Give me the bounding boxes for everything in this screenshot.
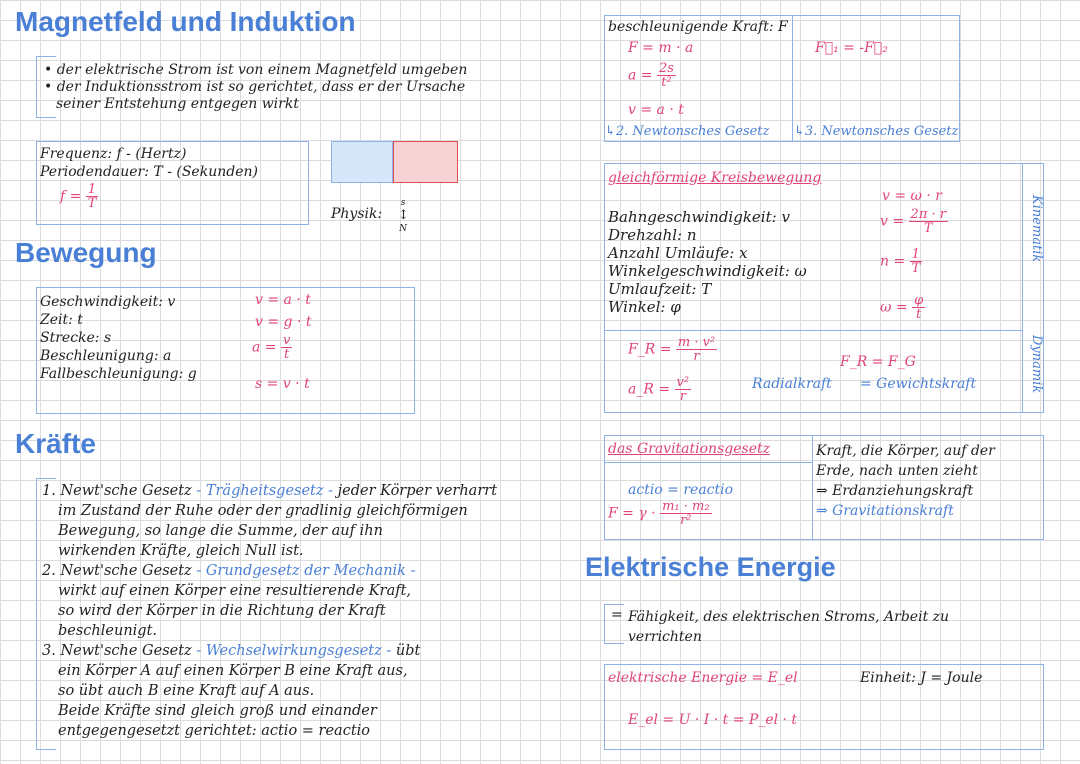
elek-def-1: Fähigkeit, des elektrischen Stroms, Arbeit zu	[628, 609, 950, 625]
magnet-bullet-1: der elektrische Strom ist von einem Magnetfeld umgeben	[56, 62, 468, 78]
grav-formula-lhs: F = γ ·	[608, 505, 656, 522]
kreis-section-divider	[604, 330, 1022, 331]
kreis-ar-formula	[628, 376, 691, 403]
elek-def-mark: =	[611, 607, 623, 623]
frequenz-line: Frequenz: f - (Hertz)	[40, 146, 187, 162]
kreis-row: Bahngeschwindigkeit: v	[608, 208, 790, 226]
radialkraft-label: Radialkraft	[752, 376, 832, 392]
kraft-title: beschleunigende Kraft: F	[608, 19, 788, 35]
kreis-f3-den: T	[911, 261, 921, 276]
kraefte-item1-num: 1.	[42, 483, 56, 499]
bewegung-row: Geschwindigkeit: v	[40, 294, 176, 310]
grav-formula	[608, 500, 712, 527]
kreis-fr-formula	[628, 336, 717, 363]
kraefte-item1-text-1: im Zustand der Ruhe oder der gradlinig gleichförmigen	[58, 503, 468, 519]
grav-den: r²	[680, 513, 692, 528]
kreis-row: Anzahl Umläufe: x	[608, 244, 748, 262]
kraefte-item1-text-2: Bewegung, so lange die Summe, der auf ihn	[58, 523, 383, 539]
kreis-list	[608, 208, 807, 316]
bewegung-frac-den: t	[284, 347, 290, 362]
kreis-f2-num: 2π · r	[910, 207, 946, 222]
kreis-formula-1: v = ω · r	[882, 188, 942, 204]
grav-title-divider	[604, 462, 812, 463]
newton3-label: ↳3. Newtonsches Gesetz	[794, 124, 959, 139]
kreis-fr-eq: F_R = F_G	[840, 354, 916, 370]
kreis-formula-3	[880, 248, 922, 275]
kraft-v-formula: v = a · t	[628, 102, 684, 118]
kreis-row: Winkel: φ	[608, 298, 681, 316]
periode-line: Periodendauer: T - (Sekunden)	[40, 164, 258, 180]
kreis-fr-fraction	[676, 336, 717, 363]
kraefte-item3-title: Newt'sche Gesetz	[60, 643, 192, 659]
kreis-f3-fraction	[910, 248, 922, 275]
kraft-box-divider	[792, 15, 793, 142]
grav-divider	[812, 435, 813, 540]
elek-unit: Einheit: J = Joule	[860, 670, 983, 686]
kraft-a-num: 2s	[658, 61, 674, 76]
physik-arrow-n: N	[399, 224, 407, 234]
elek-def	[628, 607, 949, 647]
kreis-f4-num: φ	[914, 293, 924, 308]
frequenz-den: T	[87, 196, 97, 211]
frequenz-fraction	[86, 183, 98, 210]
kreis-f3-lhs: n =	[880, 253, 906, 270]
kreis-fr-num: m · v²	[677, 335, 716, 350]
bewegung-frac-num: v	[282, 333, 291, 348]
kreis-f4-den: t	[916, 307, 922, 322]
grav-actio: actio = reactio	[628, 482, 734, 498]
physik-arrow-s: s	[400, 198, 406, 208]
grav-desc-2: Erde, nach unten zieht	[816, 463, 978, 479]
kreis-f3-num: 1	[911, 247, 920, 262]
grav-title: das Gravitationsgesetz	[608, 441, 770, 457]
heading-magnetfeld: Magnetfeld und Induktion	[15, 6, 356, 37]
bewegung-row: Zeit: t	[40, 312, 83, 328]
kreis-f2-lhs: v =	[880, 213, 905, 230]
kraft-a-formula	[628, 62, 676, 89]
kinematik-label: Kinematik	[1029, 195, 1044, 263]
kreis-formula-2	[880, 208, 948, 235]
kraefte-item2-num: 2.	[42, 563, 56, 579]
kraefte-item3-text-4: entgegengesetzt gerichtet: actio = reactio	[58, 723, 371, 739]
kraefte-list	[42, 481, 512, 741]
kreis-fr-lhs: F_R =	[628, 341, 672, 358]
kreis-f4-fraction	[912, 294, 925, 321]
bewegung-formula-1: v = a · t	[255, 292, 311, 308]
kraft-a-den: t²	[661, 75, 672, 90]
grav-desc-4: ⇒ Gravitationskraft	[816, 503, 954, 519]
grav-desc	[816, 441, 995, 521]
kreis-fr-den: r	[693, 349, 700, 364]
heading-kraefte: Kräfte	[15, 428, 96, 459]
kraefte-item2-law: - Grundgesetz der Mechanik -	[196, 563, 416, 579]
frequenz-formula	[60, 183, 98, 210]
kraefte-item3-text-1: ein Körper A auf einen Körper B eine Kraft aus,	[58, 663, 408, 679]
kreis-f2-den: T	[923, 221, 933, 236]
frequenz-formula-lhs: f =	[60, 188, 82, 205]
kreis-formula-4	[880, 294, 925, 321]
kreis-ar-fraction	[675, 376, 692, 403]
magnet-red-block	[393, 141, 458, 183]
grav-fraction	[660, 500, 711, 527]
dynamik-label: Dynamik	[1029, 335, 1044, 394]
kraefte-item3-num: 3.	[42, 643, 56, 659]
kraft-f-pair: F⃗₁ = -F⃗₂	[815, 40, 888, 56]
kraefte-item3-text-3: Beide Kräfte sind gleich groß und einander	[58, 703, 377, 719]
kreis-ar-num: v²	[676, 375, 690, 390]
gewichtskraft-label: = Gewichtskraft	[860, 376, 977, 392]
elek-formula: E_el = U · I · t = P_el · t	[628, 712, 798, 728]
elek-def-2: verrichten	[628, 629, 702, 645]
bewegung-fraction	[281, 334, 292, 361]
kraft-f-formula: F = m · a	[628, 40, 694, 56]
kreis-ar-lhs: a_R =	[628, 381, 671, 398]
frequenz-num: 1	[87, 182, 97, 197]
bewegung-frac-lhs: a =	[252, 339, 277, 356]
kraefte-item3-law: - Wechselwirkungsgesetz -	[196, 643, 392, 659]
kraefte-item1-text-3: wirkenden Kräfte, gleich Null ist.	[58, 543, 304, 559]
bewegung-row: Strecke: s	[40, 330, 112, 346]
magnet-bullet-2b: seiner Entstehung entgegen wirkt	[56, 96, 299, 112]
bewegung-formula-3: s = v · t	[255, 376, 310, 392]
kreis-f2-fraction	[909, 208, 948, 235]
kraefte-item3-text-2: so übt auch B eine Kraft auf A aus.	[58, 683, 315, 699]
kreis-ar-den: r	[679, 389, 686, 404]
bewegung-formula-2: v = g · t	[255, 314, 312, 330]
elek-title: elektrische Energie = E_el	[608, 670, 798, 686]
magnet-bullets: • der elektrische Strom ist von einem Magnetfeld umgeben • der Induktionsstrom ist so gerichtet, dass er der Ursache seiner Entstehung entgegen wirkt	[44, 62, 468, 112]
bewegung-list	[40, 293, 197, 383]
bewegung-row: Beschleunigung: a	[40, 348, 172, 364]
kraft-a-lhs: a =	[628, 67, 653, 84]
kreis-row: Winkelgeschwindigkeit: ω	[608, 262, 807, 280]
heading-bewegung: Bewegung	[15, 237, 157, 268]
grav-desc-3: ⇒ Erdanziehungskraft	[816, 483, 974, 499]
kraefte-item1-law: - Trägheitsgesetz -	[196, 483, 334, 499]
kreis-f4-lhs: ω =	[880, 299, 908, 316]
physik-arrow	[398, 198, 408, 234]
bewegung-formula-frac	[252, 334, 292, 361]
kraefte-item2-text-2: beschleunigt.	[58, 623, 158, 639]
double-arrow-icon: ↕	[398, 208, 409, 223]
grav-num: m₁ · m₂	[662, 499, 710, 514]
kreis-row: Drehzahl: n	[608, 226, 697, 244]
kreis-side-divider	[1022, 163, 1023, 413]
kreis-title: gleichförmige Kreisbewegung	[608, 170, 822, 186]
kraefte-item1-title: Newt'sche Gesetz	[60, 483, 192, 499]
magnet-bullet-2: der Induktionsstrom ist so gerichtet, dass er der Ursache	[56, 79, 466, 95]
grav-desc-1: Kraft, die Körper, auf der	[816, 443, 995, 459]
kreis-row: Umlaufzeit: T	[608, 280, 712, 298]
kraft-a-fraction	[657, 62, 676, 89]
heading-elektrisch: Elektrische Energie	[585, 552, 836, 582]
kraefte-item2-title: Newt'sche Gesetz	[60, 563, 192, 579]
physik-label: Physik:	[331, 206, 383, 222]
kraefte-item3-text-0: übt	[395, 643, 421, 659]
kraefte-item2-text-0: wirkt auf einen Körper eine resultierende Kraft,	[58, 583, 412, 599]
kraefte-item1-text-0: jeder Körper verharrt	[337, 483, 498, 499]
magnet-blue-block	[331, 141, 393, 183]
kraefte-item2-text-1: so wird der Körper in die Richtung der Kraft	[58, 603, 386, 619]
bewegung-row: Fallbeschleunigung: g	[40, 366, 197, 382]
newton2-label: ↳2. Newtonsches Gesetz	[605, 124, 770, 139]
